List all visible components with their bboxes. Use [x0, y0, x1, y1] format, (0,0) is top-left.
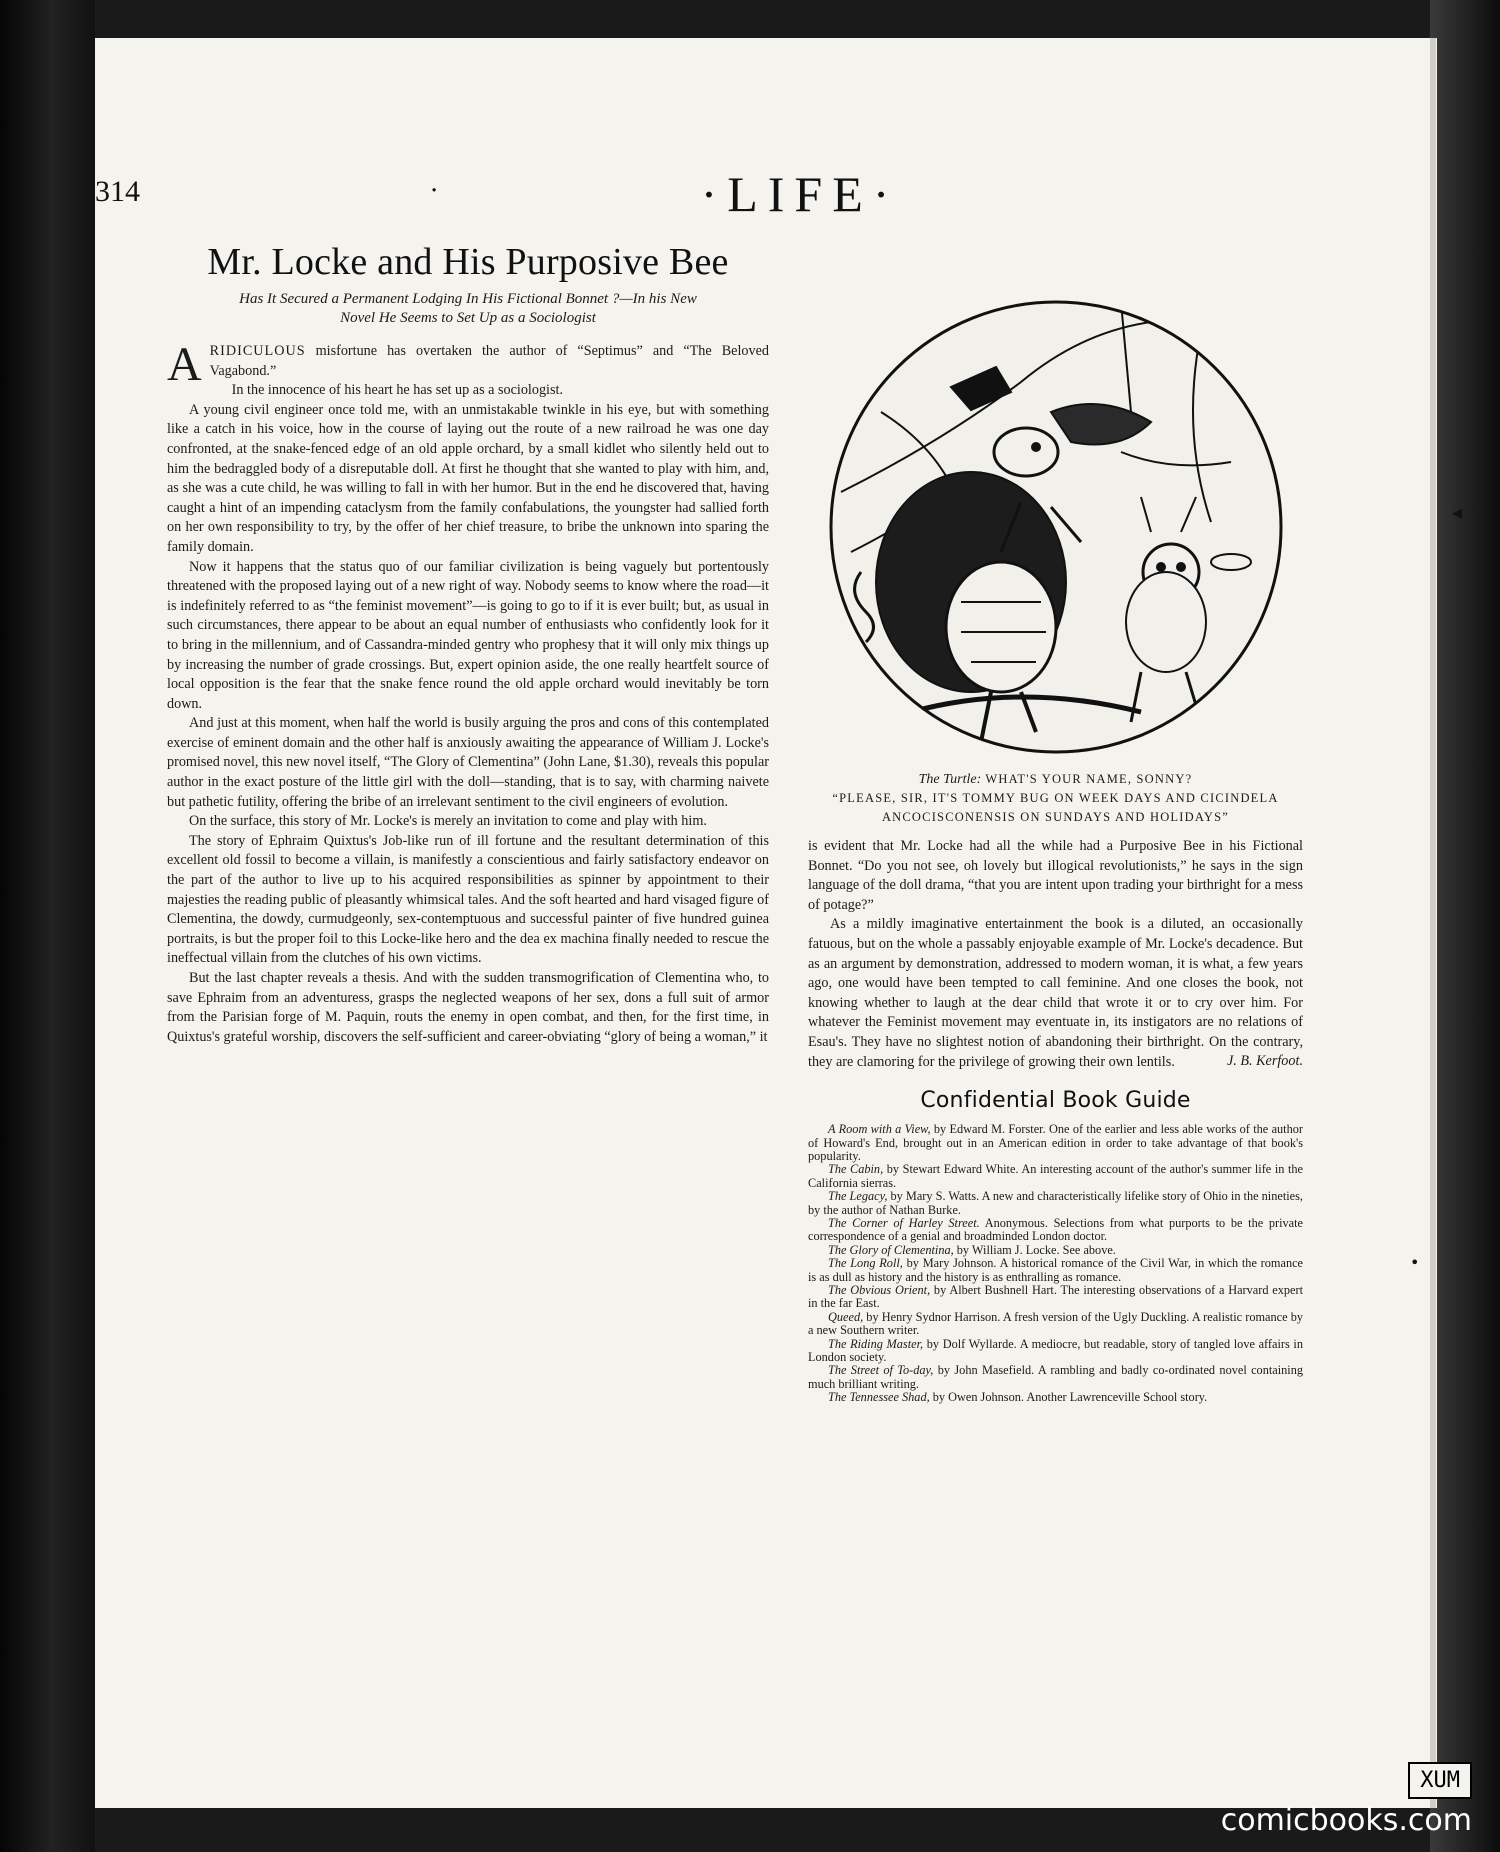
- book-note: by Mary S. Watts. A new and characteristically lifelike story of Ohio in the nineties, by the author of Nathan Burke.: [808, 1189, 1303, 1217]
- book-title: The Street of To-day,: [828, 1363, 934, 1378]
- article-paragraph: is evident that Mr. Locke had all the while had a Purposive Bee in his Fictional Bonnet. “Do you not see, oh lovely but illogical revolutionists,” he says in the sign language of the doll drama, “that you are intent upon trading your birthright for a mess of potage?”: [808, 838, 1303, 913]
- article-body: [167, 338, 769, 1047]
- book-note: by William J. Locke. See above.: [953, 1242, 1116, 1257]
- book-title: The Glory of Clementina,: [828, 1242, 954, 1257]
- turtle-illustration: [821, 292, 1291, 762]
- article-paragraph: And just at this moment, when half the world is busily arguing the pros and cons of this contemplated exercise of eminent domain and the other half is anxiously awaiting the appearance of William J. Locke's promised novel, this new novel itself, “The Glory of Clementina” (John Lane, $1.30), reveals this popular author in the exact posture of the little girl with the doll—standing, that is to say, with charming naivete but pathetic futility, offering the bribe of an irrelevant sentiment to the civil engineers of evolution.: [167, 715, 769, 810]
- article-column-left: [167, 240, 769, 1570]
- article-paragraph: The story of Ephraim Quixtus's Job-like run of ill fortune and the resultant determination of this excellent old fossil to become a villain, is manifestly a conscientious and fairly satisfactory endeavor on the part of the author to live up to his acquired responsibilities as spinner by appointment to their majesties the reading public of pleasantly whimsical tales. And the soft hearted and hard visaged figure of Clementina, the dowdy, curmudgeonly, sex-contemptuous and successful painter of five hundred guinea portraits, is but the proper foil to this Locke-like hero and the dea ex machina finally needed to rescue the ineffectual villain from the clutches of his own victims.: [167, 832, 769, 967]
- header-dot: ·: [430, 176, 439, 206]
- article-byline: J. B. Kerfoot.: [1226, 1053, 1303, 1070]
- book-guide-list: [808, 1123, 1303, 1405]
- scan-border-right: [1430, 0, 1500, 1852]
- scan-border-left: [0, 0, 95, 1852]
- book-note: by Dolf Wyllarde. A mediocre, but readable, story of tangled love affairs in London society.: [808, 1336, 1303, 1365]
- illustration-caption: [808, 770, 1303, 827]
- book-title: The Cabin,: [828, 1162, 884, 1177]
- book-title: The Obvious Orient,: [828, 1283, 931, 1297]
- watermark-site: comicbooks.com: [1220, 1803, 1472, 1838]
- article-paragraph: As a mildly imaginative entertainment the book is a diluted, an occasionally fatuous, but on the whole a passably enjoyable example of Mr. Locke's decadence. But as an argument by demonstration, addressed to modern woman, it is what, a few years ago, one would have been tempted to call feminine. And one closes the book, not knowing whether to laugh at the dear child that wrote it or to cry over him. For whatever the Feminist movement may eventuate in, its instigators are no relations of Esau's. They have no slightest notion of abandoning their birthright. On the contrary, they are clamoring for the privilege of growing their own lentils.: [808, 916, 1303, 1070]
- book-guide-entry: [808, 1190, 1303, 1217]
- book-guide-entry: [808, 1123, 1303, 1163]
- illustration-drawing: [821, 292, 1291, 762]
- book-title: The Riding Master,: [828, 1336, 924, 1351]
- book-note: by Owen Johnson. Another Lawrenceville School story.: [929, 1390, 1208, 1405]
- book-note: by Henry Sydnor Harrison. A fresh version of the Ugly Duckling. A realistic romance by a new Southern writer.: [808, 1309, 1303, 1338]
- book-note: by Edward M. Forster. One of the earlier and less able works of the author of Howard's End, brought out in an American edition in order to take advantage of that book's popularity.: [808, 1122, 1303, 1163]
- article-paragraph: Now it happens that the status quo of our familiar civilization is being vaguely but portentously threatened with the proposed laying out of a new right of way. Nobody seems to know where the road—it is indefinitely referred to as “the feminist movement”—is going to go to if it is ever built; but, as usual in such circumstances, there appear to be about an equal number of enthusiasts who confidently look for it to bring in the millennium, and of Cassandra-minded gentry who prophesy that it will only mix things up by increasing the number of grade crossings. But, expert opinion aside, the one really heartfelt source of local opposition is the fear that the snake fence round the old apple orchard would inevitably be torn down.: [167, 558, 769, 712]
- caption-speaker: The Turtle:: [918, 772, 982, 787]
- book-guide-entry: [808, 1391, 1303, 1404]
- article-paragraph: But the last chapter reveals a thesis. And with the sudden transmogrification of Clementina who, to save Ephraim from an adventuress, grasps the neglected weapons of her sex, dons a full suit of armor from the Parisian forge of M. Paquin, routs the enemy in open combat, and then, for the first time, in Quixtus's grateful worship, discovers the self-sufficient and career-obviating “glory of being a woman,” it: [167, 970, 769, 1045]
- article-column-right: [808, 292, 1303, 1582]
- masthead-life: ·LIFE·: [700, 166, 900, 222]
- margin-mark: •: [1410, 1253, 1420, 1272]
- caption-line-1: WHAT'S YOUR NAME, SONNY?: [981, 772, 1193, 786]
- book-note: by John Masefield. A rambling and badly co-ordinated novel containing much brilliant writing.: [808, 1363, 1303, 1391]
- page-number: 314: [95, 175, 140, 208]
- book-guide-entry: [808, 1311, 1303, 1338]
- book-note: by Stewart Edward White. An interesting account of the author's summer life in the California sierras.: [808, 1162, 1303, 1190]
- book-note: Anonymous. Selections from what purports to be the private correspondence of a genial and broadminded London doctor.: [808, 1215, 1303, 1244]
- lead-text: misfortune has overtaken the author of “Septimus” and “The Beloved Vagabond.”: [209, 343, 769, 379]
- book-note: by Albert Bushnell Hart. The interesting observations of a Harvard expert in the far East.: [808, 1283, 1303, 1311]
- page-gutter: [1430, 38, 1436, 1808]
- book-guide-entry: [808, 1284, 1303, 1311]
- caption-line-2: “PLEASE, SIR, IT'S TOMMY BUG ON WEEK DAYS AND CICINDELA ANCOCISCONENSIS ON SUNDAYS AND HOLIDAYS”: [832, 791, 1279, 824]
- margin-mark: ◂: [1452, 500, 1463, 524]
- book-title: The Tennessee Shad,: [828, 1390, 930, 1405]
- article-title: Mr. Locke and His Purposive Bee: [207, 241, 729, 283]
- article-continuation: [808, 837, 1303, 1070]
- book-guide-entry: [808, 1364, 1303, 1391]
- book-guide-entry: [808, 1257, 1303, 1284]
- book-guide-entry: [808, 1338, 1303, 1365]
- book-title: The Long Roll,: [828, 1256, 903, 1271]
- book-title: Queed,: [828, 1309, 864, 1324]
- article-subtitle: Has It Secured a Permanent Lodging In His Fictional Bonnet ?—In his New Novel He Seems to Set Up as a Sociologist: [239, 291, 697, 326]
- book-title: The Legacy,: [828, 1189, 888, 1204]
- article-paragraph: On the surface, this story of Mr. Locke's is merely an invitation to come and play with him.: [189, 813, 707, 830]
- lead-smallcaps: RIDICULOUS: [209, 343, 306, 359]
- book-guide-entry: [808, 1244, 1303, 1257]
- watermark-tag: XUM: [1408, 1762, 1472, 1799]
- book-title: The Corner of Harley Street.: [828, 1215, 980, 1230]
- book-guide-entry: [808, 1217, 1303, 1244]
- watermark: [1221, 1762, 1472, 1838]
- book-note: by Mary Johnson. A historical romance of the Civil War, in which the romance is as dull as history and the history is as enthralling as romance.: [808, 1256, 1303, 1284]
- book-guide-heading: Confidential Book Guide: [920, 1088, 1191, 1114]
- book-guide-entry: [808, 1163, 1303, 1190]
- article-paragraph: A young civil engineer once told me, with an unmistakable twinkle in his eye, but with something like a catch in his voice, how in the course of laying out the route of a new railroad he was one day confronted, at the snake-fenced edge of an old apple orchard, by a small kidlet who silently held out to him the bedraggled body of a disreputable doll. At first he thought that she wanted to play with him, and, as she was a cute child, he was willing to fall in with her humor. But in the end he discovered that, having caught a hint of an impending cataclysm from the family confabulations, the youngster had sallied forth on her own responsibility to try, by the offer of her chief treasure, to bribe the unknown into sparing the family domain.: [167, 401, 769, 555]
- article-paragraph: In the innocence of his heart he has set up as a sociologist.: [231, 382, 564, 399]
- drop-cap: A: [167, 338, 202, 391]
- book-title: A Room with a View,: [828, 1122, 931, 1137]
